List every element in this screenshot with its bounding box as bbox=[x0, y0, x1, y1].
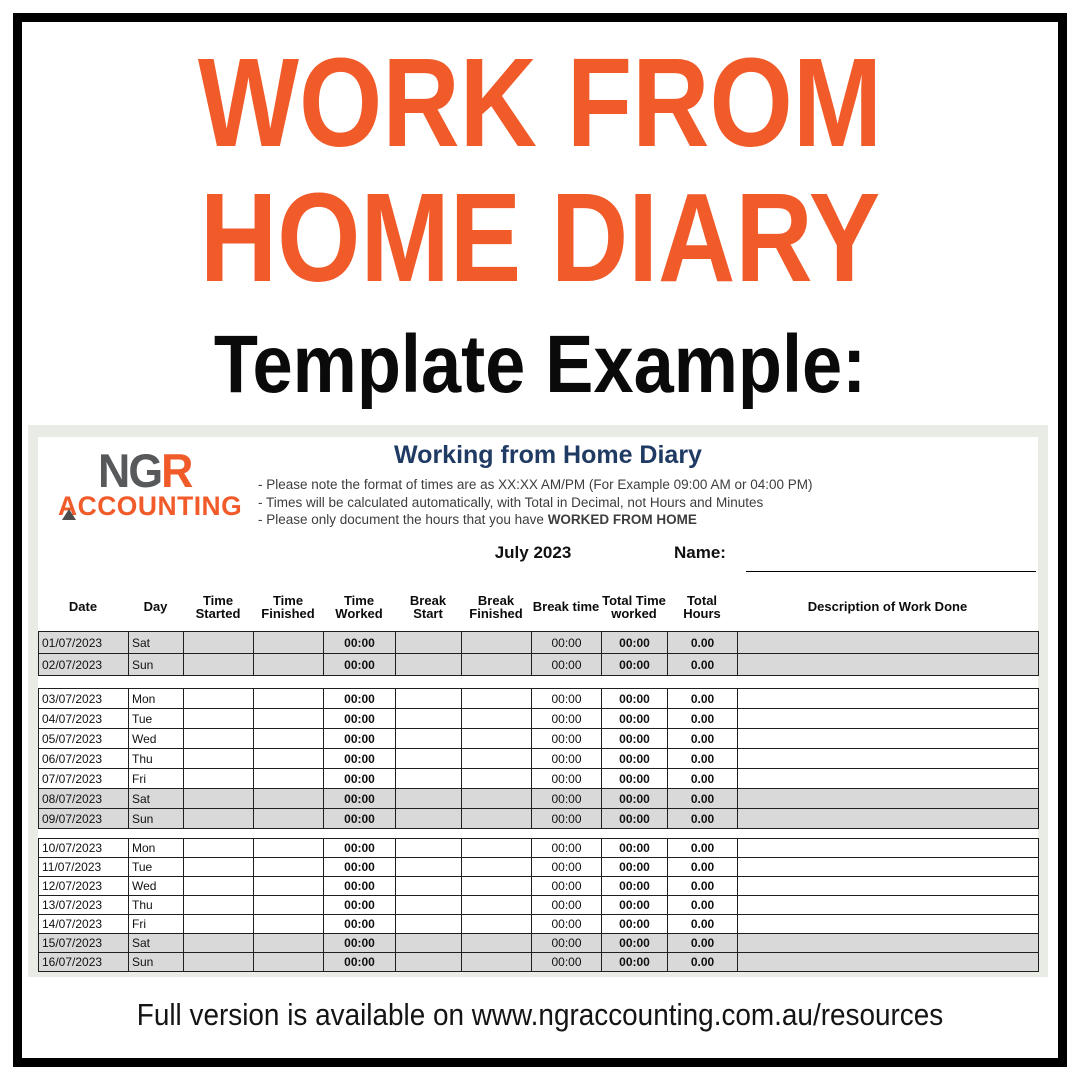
cell-day: Sat bbox=[129, 789, 184, 809]
cell-date: 16/07/2023 bbox=[39, 953, 129, 972]
cell-date: 01/07/2023 bbox=[39, 632, 129, 654]
cell-day: Thu bbox=[129, 896, 184, 915]
cell-break_time: 00:00 bbox=[532, 953, 602, 972]
cell-total_time_worked: 00:00 bbox=[602, 809, 668, 829]
cell-break_finished bbox=[462, 934, 532, 953]
cell-total_hours: 0.00 bbox=[668, 689, 738, 709]
cell-total_time_worked: 00:00 bbox=[602, 877, 668, 896]
cell-day: Mon bbox=[129, 839, 184, 858]
cell-break_start bbox=[396, 689, 462, 709]
cell-date: 13/07/2023 bbox=[39, 896, 129, 915]
cell-time_started bbox=[184, 654, 254, 676]
cell-total_hours: 0.00 bbox=[668, 749, 738, 769]
cell-break_start bbox=[396, 654, 462, 676]
cell-total_time_worked: 00:00 bbox=[602, 689, 668, 709]
cell-description bbox=[738, 769, 1039, 789]
cell-total_hours: 0.00 bbox=[668, 858, 738, 877]
cell-total_hours: 0.00 bbox=[668, 654, 738, 676]
cell-total_time_worked: 00:00 bbox=[602, 896, 668, 915]
cell-total_hours: 0.00 bbox=[668, 934, 738, 953]
table-row bbox=[39, 789, 1039, 809]
cell-time_worked: 00:00 bbox=[324, 877, 396, 896]
cell-time_finished bbox=[254, 858, 324, 877]
cell-time_finished bbox=[254, 654, 324, 676]
cell-break_start bbox=[396, 749, 462, 769]
cell-description bbox=[738, 858, 1039, 877]
cell-day: Tue bbox=[129, 858, 184, 877]
table-row bbox=[39, 709, 1039, 729]
column-header-break_finished: Break Finished bbox=[469, 592, 523, 621]
poster-subtitle: Template Example: bbox=[213, 319, 867, 410]
cell-time_worked: 00:00 bbox=[324, 729, 396, 749]
cell-total_time_worked: 00:00 bbox=[602, 709, 668, 729]
column-header-date: Date bbox=[68, 599, 98, 615]
cell-time_worked: 00:00 bbox=[324, 789, 396, 809]
cell-time_worked: 00:00 bbox=[324, 915, 396, 934]
cell-total_time_worked: 00:00 bbox=[602, 839, 668, 858]
cell-description bbox=[738, 877, 1039, 896]
cell-break_finished bbox=[462, 689, 532, 709]
note-line-3-bold: WORKED FROM HOME bbox=[547, 512, 697, 527]
table-row bbox=[39, 934, 1039, 953]
cell-total_hours: 0.00 bbox=[668, 896, 738, 915]
cell-day: Mon bbox=[129, 689, 184, 709]
cell-total_hours: 0.00 bbox=[668, 877, 738, 896]
cell-break_time: 00:00 bbox=[532, 934, 602, 953]
cell-time_started bbox=[184, 689, 254, 709]
poster-title-line2: HOME DIARY bbox=[199, 167, 881, 308]
table-row bbox=[39, 769, 1039, 789]
cell-date: 10/07/2023 bbox=[39, 839, 129, 858]
cell-day: Fri bbox=[129, 769, 184, 789]
cell-break_finished bbox=[462, 749, 532, 769]
cell-break_start bbox=[396, 709, 462, 729]
table-row bbox=[39, 915, 1039, 934]
cell-description bbox=[738, 709, 1039, 729]
cell-total_hours: 0.00 bbox=[668, 953, 738, 972]
cell-break_finished bbox=[462, 769, 532, 789]
cell-time_worked: 00:00 bbox=[324, 654, 396, 676]
cell-break_finished bbox=[462, 953, 532, 972]
table-row bbox=[39, 729, 1039, 749]
cell-break_time: 00:00 bbox=[532, 839, 602, 858]
cell-break_finished bbox=[462, 858, 532, 877]
cell-date: 11/07/2023 bbox=[39, 858, 129, 877]
cell-time_started bbox=[184, 809, 254, 829]
table-block-3 bbox=[38, 838, 1039, 972]
cell-day: Thu bbox=[129, 749, 184, 769]
cell-time_started bbox=[184, 749, 254, 769]
note-line-2: - Times will be calculated automatically, with Total in Decimal, not Hours and Minutes bbox=[258, 494, 764, 510]
spreadsheet-screenshot bbox=[28, 425, 1048, 977]
cell-description bbox=[738, 809, 1039, 829]
cell-time_finished bbox=[254, 839, 324, 858]
cell-break_finished bbox=[462, 877, 532, 896]
table-row bbox=[39, 689, 1039, 709]
column-header-day: Day bbox=[143, 599, 168, 615]
cell-break_time: 00:00 bbox=[532, 654, 602, 676]
logo-accounting-text: ACCOUNTING bbox=[58, 491, 243, 521]
cell-day: Sun bbox=[129, 809, 184, 829]
cell-date: 02/07/2023 bbox=[39, 654, 129, 676]
note-line-3 bbox=[258, 511, 812, 529]
logo-r: R bbox=[161, 444, 192, 497]
cell-time_finished bbox=[254, 632, 324, 654]
cell-time_finished bbox=[254, 809, 324, 829]
cell-description bbox=[738, 896, 1039, 915]
cell-description bbox=[738, 632, 1039, 654]
cell-description bbox=[738, 749, 1039, 769]
table-row bbox=[39, 877, 1039, 896]
column-header-total_time_worked: Total Time worked bbox=[602, 592, 666, 621]
cell-total_time_worked: 00:00 bbox=[602, 915, 668, 934]
cell-time_started bbox=[184, 839, 254, 858]
cell-time_started bbox=[184, 858, 254, 877]
cell-day: Sun bbox=[129, 953, 184, 972]
cell-break_start bbox=[396, 877, 462, 896]
cell-time_finished bbox=[254, 709, 324, 729]
table-row bbox=[39, 632, 1039, 654]
ngr-accounting-logo bbox=[58, 444, 243, 525]
cell-total_hours: 0.00 bbox=[668, 839, 738, 858]
cell-break_time: 00:00 bbox=[532, 769, 602, 789]
cell-time_finished bbox=[254, 789, 324, 809]
cell-break_start bbox=[396, 789, 462, 809]
table-row bbox=[39, 953, 1039, 972]
cell-time_started bbox=[184, 729, 254, 749]
cell-date: 09/07/2023 bbox=[39, 809, 129, 829]
cell-time_finished bbox=[254, 896, 324, 915]
cell-total_time_worked: 00:00 bbox=[602, 858, 668, 877]
cell-total_hours: 0.00 bbox=[668, 709, 738, 729]
table-row bbox=[39, 896, 1039, 915]
poster-title-line1: WORK FROM bbox=[197, 32, 883, 173]
table-row bbox=[39, 858, 1039, 877]
cell-break_finished bbox=[462, 809, 532, 829]
column-header-break_time: Break time bbox=[532, 599, 600, 615]
cell-break_time: 00:00 bbox=[532, 689, 602, 709]
column-header-time_started: Time Started bbox=[195, 592, 241, 621]
cell-time_worked: 00:00 bbox=[324, 896, 396, 915]
logo-triangle-icon bbox=[62, 509, 76, 520]
cell-description bbox=[738, 654, 1039, 676]
cell-total_time_worked: 00:00 bbox=[602, 789, 668, 809]
cell-break_start bbox=[396, 858, 462, 877]
cell-time_worked: 00:00 bbox=[324, 689, 396, 709]
cell-time_worked: 00:00 bbox=[324, 934, 396, 953]
cell-description bbox=[738, 789, 1039, 809]
cell-total_hours: 0.00 bbox=[668, 729, 738, 749]
cell-time_started bbox=[184, 709, 254, 729]
column-header-time_worked: Time Worked bbox=[335, 592, 383, 621]
cell-time_finished bbox=[254, 749, 324, 769]
cell-time_worked: 00:00 bbox=[324, 749, 396, 769]
cell-break_time: 00:00 bbox=[532, 896, 602, 915]
cell-break_finished bbox=[462, 709, 532, 729]
cell-date: 14/07/2023 bbox=[39, 915, 129, 934]
cell-day: Wed bbox=[129, 877, 184, 896]
cell-total_time_worked: 00:00 bbox=[602, 769, 668, 789]
column-header-time_finished: Time Finished bbox=[261, 592, 315, 621]
cell-date: 05/07/2023 bbox=[39, 729, 129, 749]
cell-total_hours: 0.00 bbox=[668, 769, 738, 789]
cell-total_hours: 0.00 bbox=[668, 915, 738, 934]
cell-total_time_worked: 00:00 bbox=[602, 654, 668, 676]
cell-break_start bbox=[396, 896, 462, 915]
sheet-notes bbox=[258, 476, 812, 529]
table-row bbox=[39, 809, 1039, 829]
cell-time_started bbox=[184, 915, 254, 934]
cell-total_time_worked: 00:00 bbox=[602, 749, 668, 769]
logo-ngr-text bbox=[98, 444, 192, 497]
cell-description bbox=[738, 689, 1039, 709]
cell-date: 03/07/2023 bbox=[39, 689, 129, 709]
note-line-1: - Please note the format of times are as XX:XX AM/PM (For Example 09:00 AM or 04:00 PM) bbox=[258, 477, 813, 492]
cell-time_started bbox=[184, 877, 254, 896]
cell-total_hours: 0.00 bbox=[668, 789, 738, 809]
cell-time_started bbox=[184, 769, 254, 789]
cell-break_start bbox=[396, 632, 462, 654]
cell-time_started bbox=[184, 789, 254, 809]
cell-break_time: 00:00 bbox=[532, 809, 602, 829]
cell-time_started bbox=[184, 896, 254, 915]
cell-description bbox=[738, 839, 1039, 858]
cell-break_time: 00:00 bbox=[532, 749, 602, 769]
cell-break_finished bbox=[462, 896, 532, 915]
cell-time_started bbox=[184, 953, 254, 972]
cell-break_time: 00:00 bbox=[532, 915, 602, 934]
cell-day: Wed bbox=[129, 729, 184, 749]
column-header-total_hours: Total Hours bbox=[683, 592, 721, 621]
cell-break_finished bbox=[462, 654, 532, 676]
name-underline bbox=[746, 549, 1036, 572]
cell-break_start bbox=[396, 915, 462, 934]
cell-time_finished bbox=[254, 934, 324, 953]
table-block-2 bbox=[38, 688, 1039, 829]
cell-time_worked: 00:00 bbox=[324, 839, 396, 858]
cell-time_started bbox=[184, 632, 254, 654]
cell-date: 12/07/2023 bbox=[39, 877, 129, 896]
cell-day: Sun bbox=[129, 654, 184, 676]
table-row bbox=[39, 749, 1039, 769]
cell-break_finished bbox=[462, 915, 532, 934]
cell-time_finished bbox=[254, 953, 324, 972]
table-row bbox=[39, 654, 1039, 676]
cell-break_time: 00:00 bbox=[532, 729, 602, 749]
cell-time_finished bbox=[254, 729, 324, 749]
cell-description bbox=[738, 953, 1039, 972]
spreadsheet-panel bbox=[38, 437, 1038, 969]
cell-break_start bbox=[396, 839, 462, 858]
logo-ng: NG bbox=[98, 444, 162, 497]
cell-time_worked: 00:00 bbox=[324, 953, 396, 972]
cell-day: Sat bbox=[129, 632, 184, 654]
cell-break_start bbox=[396, 729, 462, 749]
cell-description bbox=[738, 729, 1039, 749]
cell-break_start bbox=[396, 809, 462, 829]
cell-date: 06/07/2023 bbox=[39, 749, 129, 769]
cell-description bbox=[738, 934, 1039, 953]
cell-break_start bbox=[396, 769, 462, 789]
cell-total_time_worked: 00:00 bbox=[602, 953, 668, 972]
cell-time_started bbox=[184, 934, 254, 953]
footer-url: Full version is available on www.ngraccounting.com.au/resources bbox=[136, 997, 944, 1032]
column-header-break_start: Break Start bbox=[409, 592, 447, 621]
cell-break_time: 00:00 bbox=[532, 789, 602, 809]
cell-break_finished bbox=[462, 729, 532, 749]
cell-total_hours: 0.00 bbox=[668, 809, 738, 829]
sheet-title: Working from Home Diary bbox=[394, 441, 702, 469]
cell-total_time_worked: 00:00 bbox=[602, 729, 668, 749]
cell-break_time: 00:00 bbox=[532, 709, 602, 729]
cell-date: 07/07/2023 bbox=[39, 769, 129, 789]
cell-time_finished bbox=[254, 769, 324, 789]
cell-break_time: 00:00 bbox=[532, 632, 602, 654]
cell-date: 15/07/2023 bbox=[39, 934, 129, 953]
name-label: Name: bbox=[674, 543, 726, 562]
table-row bbox=[39, 839, 1039, 858]
cell-time_worked: 00:00 bbox=[324, 632, 396, 654]
month-label: July 2023 bbox=[494, 543, 572, 562]
cell-break_time: 00:00 bbox=[532, 877, 602, 896]
cell-time_worked: 00:00 bbox=[324, 769, 396, 789]
cell-total_time_worked: 00:00 bbox=[602, 632, 668, 654]
cell-day: Tue bbox=[129, 709, 184, 729]
cell-break_finished bbox=[462, 632, 532, 654]
cell-day: Sat bbox=[129, 934, 184, 953]
cell-break_start bbox=[396, 934, 462, 953]
cell-description bbox=[738, 915, 1039, 934]
cell-time_worked: 00:00 bbox=[324, 709, 396, 729]
cell-break_time: 00:00 bbox=[532, 858, 602, 877]
cell-time_worked: 00:00 bbox=[324, 858, 396, 877]
table-block-1 bbox=[38, 631, 1039, 676]
cell-date: 08/07/2023 bbox=[39, 789, 129, 809]
column-header-description: Description of Work Done bbox=[807, 599, 968, 615]
cell-time_finished bbox=[254, 689, 324, 709]
cell-day: Fri bbox=[129, 915, 184, 934]
cell-total_hours: 0.00 bbox=[668, 632, 738, 654]
cell-break_finished bbox=[462, 789, 532, 809]
cell-time_finished bbox=[254, 877, 324, 896]
cell-break_finished bbox=[462, 839, 532, 858]
cell-time_finished bbox=[254, 915, 324, 934]
cell-time_worked: 00:00 bbox=[324, 809, 396, 829]
table-header-row bbox=[38, 583, 1038, 631]
note-line-3-prefix: - Please only document the hours that you have bbox=[258, 512, 548, 527]
cell-total_time_worked: 00:00 bbox=[602, 934, 668, 953]
cell-break_start bbox=[396, 953, 462, 972]
cell-date: 04/07/2023 bbox=[39, 709, 129, 729]
